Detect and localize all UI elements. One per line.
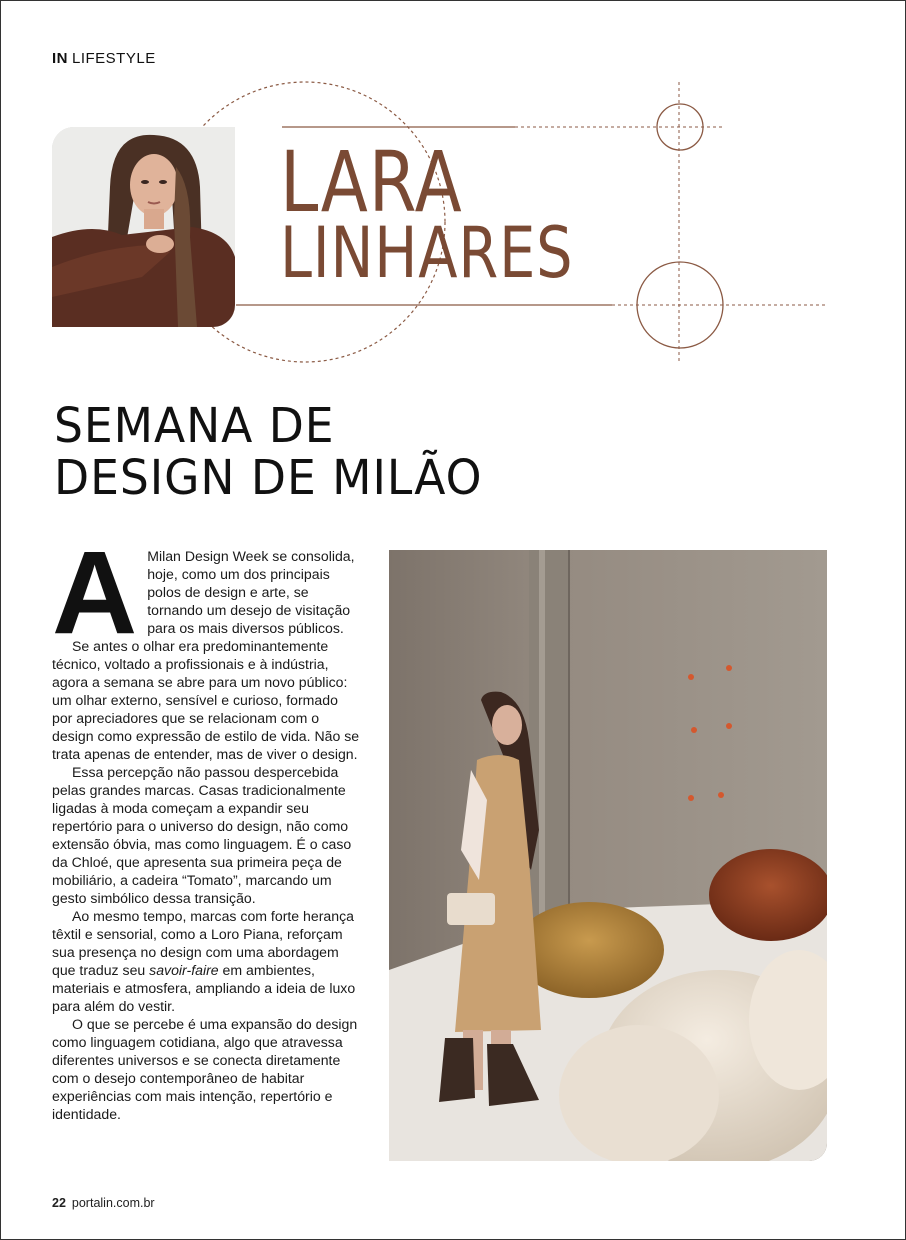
headline-line-1: SEMANA DE	[54, 398, 335, 454]
paragraph-4	[52, 907, 362, 1015]
section-prefix: IN	[52, 50, 68, 67]
article-photo	[389, 550, 827, 1161]
paragraph-4-start: Ao mesmo tempo, marcas com forte herança têxtil e sensorial, como a Loro Piana, reforçam sua presença no design com uma abordagem que traduz seu	[52, 908, 354, 978]
columnist-first-name: LARA	[280, 133, 463, 231]
page-number: 22	[52, 1196, 66, 1210]
footer-site: portalin.com.br	[71, 1196, 155, 1210]
paragraph-3: Essa percepção não passou despercebida pelas grandes marcas. Casas tradicionalmente ligadas à moda começam a expandir seu repertório para o universo do design, não como extensão óbvia, mas como linguagem. É o caso da Chloé, que apresenta sua primeira peça de mobiliário, a cadeira “Tomato”, marcando um gesto simbólico dessa transição.	[52, 764, 352, 906]
paragraph-2: Se antes o olhar era predominantemente técnico, voltado a profissionais e à indústria, agora a semana se abre para um novo público: um olhar externo, sensível e curioso, formado por apreciadores que se relacionam com o design como expressão de estilo de vida. Não se trata apenas de entender, mas de viver o design.	[52, 638, 360, 762]
article-body	[52, 527, 362, 1123]
section-name: LIFESTYLE	[72, 50, 156, 67]
columnist-portrait	[52, 127, 235, 327]
paragraph-4-italic: savoir-faire	[149, 962, 219, 978]
drop-cap: A	[52, 527, 138, 659]
paragraph-4-end: em ambientes, materiais e atmosfera, ampliando a ideia de luxo para além do vestir.	[52, 962, 356, 1014]
paragraph-1: Milan Design Week se consolida, hoje, como um dos principais polos de design e arte, se tornando um desejo de visitação para os mais diversos públicos.	[147, 548, 355, 636]
page-footer	[52, 1196, 155, 1210]
paragraph-5: O que se percebe é uma expansão do design como linguagem cotidiana, algo que atravessa diferentes universos e se conecta diretamente com o desejo contemporâneo de habitar experiências com mais intenção, repertório e identidade.	[52, 1016, 358, 1122]
article-headline	[54, 398, 624, 506]
headline-line-2: DESIGN DE MILÃO	[54, 450, 483, 506]
columnist-last-name: LINHARES	[280, 212, 574, 294]
